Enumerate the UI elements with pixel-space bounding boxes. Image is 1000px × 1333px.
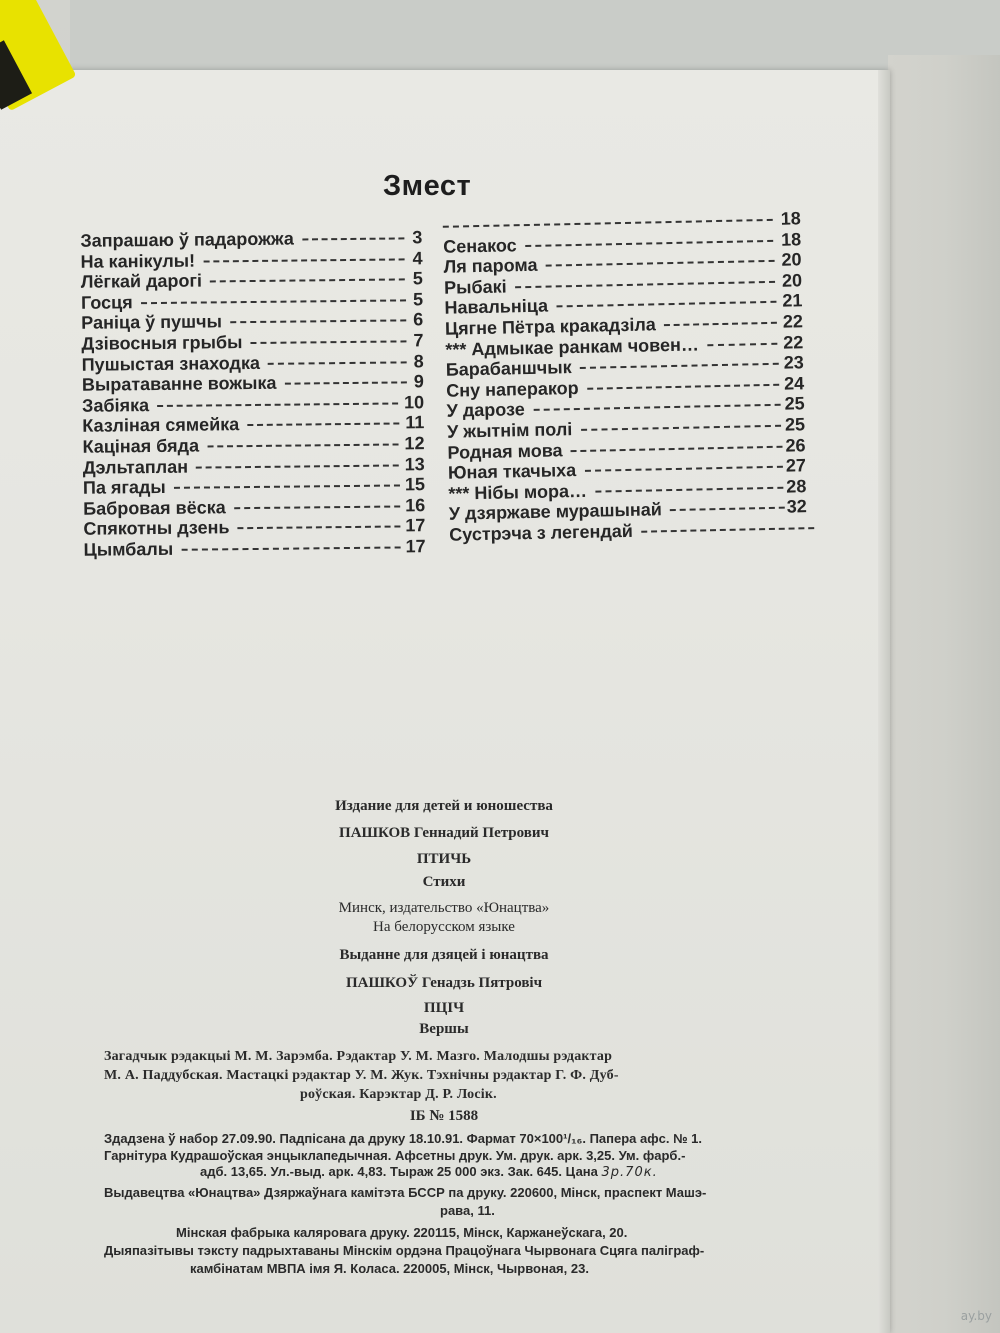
toc-leader-dashes — [181, 546, 400, 550]
toc-leader-dashes — [230, 320, 406, 324]
toc-entry-title: Забіяка — [82, 394, 150, 416]
toc-entry-page: 15 — [404, 474, 426, 495]
toc-right-column — [443, 208, 808, 545]
toc-entry-page: 10 — [403, 391, 425, 413]
editors-line-2: М. А. Паддубская. Мастацкі рэдактар У. М. Жук. Тэхнічны рэдактар Г. Ф. Дуб- — [104, 1068, 619, 1083]
toc-entry-title: Кацiная бяда — [82, 435, 200, 457]
toc-leader-dashes — [302, 237, 404, 240]
toc-entry-title: *** Адмыкае ранкам човен… — [445, 334, 700, 360]
page-fold — [878, 70, 890, 1333]
toc-entry-page: 20 — [781, 249, 802, 270]
typeset-line-1: Дыяпазітывы тэксту падрыхтаваны Мінскім ордэна Працоўнага Чырвонага Сцяга паліграф- — [104, 1243, 705, 1258]
handwritten-price: 3р.70к. — [601, 1165, 658, 1180]
toc-entry-title: Навальніца — [444, 295, 549, 319]
toc-leader-dashes — [670, 507, 784, 511]
ru-title: ПТИЧЬ — [416, 851, 472, 867]
print-line-3-text: адб. 13,65. Ул.-выд. арк. 4,83. Тыраж 25 000 экз. Зак. 645. Цана — [200, 1164, 598, 1179]
toc-leader-dashes — [595, 486, 784, 492]
toc-entry-title: Сну наперакор — [446, 377, 579, 401]
toc-leader-dashes — [571, 445, 782, 451]
toc-entry-page: 16 — [405, 494, 426, 516]
toc-entry-page: 12 — [404, 433, 425, 454]
by-genre: Вершы — [419, 1021, 469, 1037]
toc-entry-page: 5 — [412, 288, 424, 310]
toc-entry-page: 17 — [405, 536, 426, 557]
toc-entry-title: Спякотны дзень — [83, 517, 230, 540]
toc-entry-title: Дэльтаплан — [82, 456, 189, 478]
ib-number: ІБ № 1588 — [409, 1108, 479, 1124]
toc-entry-page: 25 — [784, 414, 806, 435]
ru-genre: Стихи — [422, 874, 466, 890]
toc-entry-title: Барабаншчык — [445, 357, 572, 380]
toc-entry-page: 6 — [413, 309, 424, 330]
editors-line-3: роўская. Карэктар Д. Р. Лосік. — [300, 1087, 497, 1102]
toc-entry-title: Ля парома — [443, 254, 538, 277]
ru-language: На белорусском языке — [373, 919, 515, 935]
toc-entry-page: 26 — [785, 434, 806, 456]
toc-leader-dashes — [203, 258, 404, 262]
toc-entry-page: 3 — [412, 227, 423, 248]
toc-title: Змест — [383, 170, 472, 202]
toc-entry-page: 17 — [405, 515, 426, 536]
toc-entry-page: 21 — [782, 290, 803, 312]
toc-leader-dashes — [238, 526, 401, 530]
toc-entry-title: Казліная сямейка — [82, 414, 240, 437]
by-author: ПАШКОЎ Генадзь Пятровіч — [345, 975, 543, 991]
toc-entry-page: 8 — [413, 350, 424, 371]
toc-entry-title: Запрашаю ў падарожжа — [80, 228, 294, 251]
toc-leader-dashes — [251, 340, 407, 344]
toc-entry-title: У дзяржаве мурашынай — [448, 499, 663, 525]
toc-leader-dashes — [533, 404, 780, 411]
toc-left-column — [80, 227, 425, 560]
toc-leader-dashes — [210, 279, 405, 283]
by-audience: Выданне для дзяцей і юнацтва — [339, 947, 549, 963]
toc-leader-dashes — [664, 322, 777, 326]
toc-entry-page: 22 — [782, 311, 804, 332]
toc-entry-title: У дарозе — [446, 399, 525, 422]
editors-line-1: Загадчык рэдакцыі М. М. Зарэмба. Рэдактар У. М. Мазго. Малодшы рэдактар — [104, 1049, 613, 1064]
publisher-line-2: рава, 11. — [440, 1203, 495, 1218]
toc-entry-page: 28 — [786, 475, 807, 497]
toc-leader-dashes — [443, 219, 773, 228]
toc-entry-page: 18 — [780, 208, 801, 229]
toc-entry-page: 24 — [783, 373, 805, 394]
publisher-line-1: Выдавецтва «Юнацтва» Дзяржаўнага камітэта БССР па друку. 220600, Мінск, праспект Машэ- — [104, 1185, 707, 1200]
toc-leader-dashes — [207, 443, 398, 447]
toc-leader-dashes — [285, 382, 408, 385]
toc-entry — [84, 536, 426, 560]
toc-leader-dashes — [707, 342, 778, 345]
toc-leader-dashes — [174, 485, 400, 489]
print-line-1: Здадзена ў набор 27.09.90. Падпісана да друку 18.10.91. Фармат 70×100¹/₁₆. Папера афс. № 1. — [104, 1131, 703, 1146]
toc-entry-title: Сенакос — [443, 234, 517, 257]
toc-entry-title: Дзівосныя грыбы — [81, 332, 243, 354]
toc-entry-page: 18 — [780, 228, 802, 250]
by-title: ПЦІЧ — [423, 1000, 465, 1016]
toc-entry-title: Юная ткачыха — [447, 460, 577, 483]
toc-leader-dashes — [525, 239, 773, 246]
toc-entry-page: 4 — [412, 247, 423, 268]
toc-entry-page: 7 — [413, 330, 424, 351]
toc-entry-title: Сустрэча з легендай — [449, 520, 634, 545]
toc-leader-dashes — [580, 363, 779, 369]
toc-leader-dashes — [515, 281, 775, 288]
toc-entry-page: 11 — [405, 412, 425, 433]
print-line-2: Гарнітура Кудрашоўская энцыклапедычная. Афсетны друк. Ум. друк. арк. 3,25. Ум. фарб.- — [104, 1148, 686, 1163]
toc-leader-dashes — [247, 423, 399, 427]
print-line-3 — [200, 1164, 658, 1180]
toc-leader-dashes — [196, 464, 399, 468]
toc-entry-title: Па ягады — [82, 477, 166, 498]
toc-leader-dashes — [585, 466, 783, 472]
toc-entry-title: Цымбалы — [83, 538, 174, 560]
toc-entry-title: Бабровая вёска — [83, 497, 226, 519]
toc-entry-title: *** Нібы мора… — [448, 480, 588, 504]
next-page-edge — [888, 55, 1000, 1333]
ru-publisher: Минск, издательство «Юнацтва» — [338, 900, 550, 916]
toc-leader-dashes — [581, 425, 782, 431]
toc-leader-dashes — [641, 527, 814, 533]
toc-leader-dashes — [546, 260, 774, 267]
toc-leader-dashes — [268, 361, 407, 364]
ru-audience: Издание для детей и юношества — [335, 798, 553, 814]
toc-leader-dashes — [234, 505, 400, 509]
toc-entry-title: Цягне Пётра кракадзіла — [444, 314, 657, 339]
toc-entry-page: 9 — [413, 371, 424, 392]
toc-entry-page: 22 — [783, 331, 804, 353]
toc-entry-title: Лёгкай дарогі — [80, 270, 203, 292]
toc-leader-dashes — [141, 299, 406, 304]
toc-entry-page: 27 — [785, 455, 807, 476]
typeset-line-2: камбінатам МВПА імя Я. Коласа. 220005, Мінск, Чырвоная, 23. — [190, 1261, 589, 1276]
toc-entry-title: У жытнім полі — [446, 419, 573, 442]
toc-entry-page: 5 — [412, 268, 423, 289]
toc-entry-title: На канікулы! — [80, 250, 196, 272]
toc-entry-page: 23 — [783, 352, 804, 373]
factory-line: Мінская фабрыка каляровага друку. 220115, Мінск, Каржанеўскага, 20. — [176, 1225, 628, 1240]
toc-entry-page: 25 — [784, 393, 805, 415]
toc-leader-dashes — [157, 402, 398, 407]
toc-entry-page: 32 — [786, 496, 807, 517]
toc-leader-dashes — [587, 384, 780, 390]
toc-leader-dashes — [556, 301, 776, 308]
toc-entry-title: Выратаванне вожыка — [81, 372, 277, 395]
toc-entry-title: Пушыстая знаходка — [81, 352, 261, 375]
toc-entry-title: Рыбакі — [443, 276, 507, 298]
toc-entry-page: 20 — [781, 270, 803, 291]
ru-author: ПАШКОВ Геннадий Петрович — [339, 825, 549, 841]
toc-entry-title: Госця — [80, 292, 133, 313]
toc-entry-title: Родная мова — [447, 439, 563, 463]
toc-entry-page: 13 — [404, 453, 425, 474]
toc-entry-title: Раніца ў пушчы — [81, 311, 223, 334]
watermark: ay.by — [960, 1309, 992, 1323]
